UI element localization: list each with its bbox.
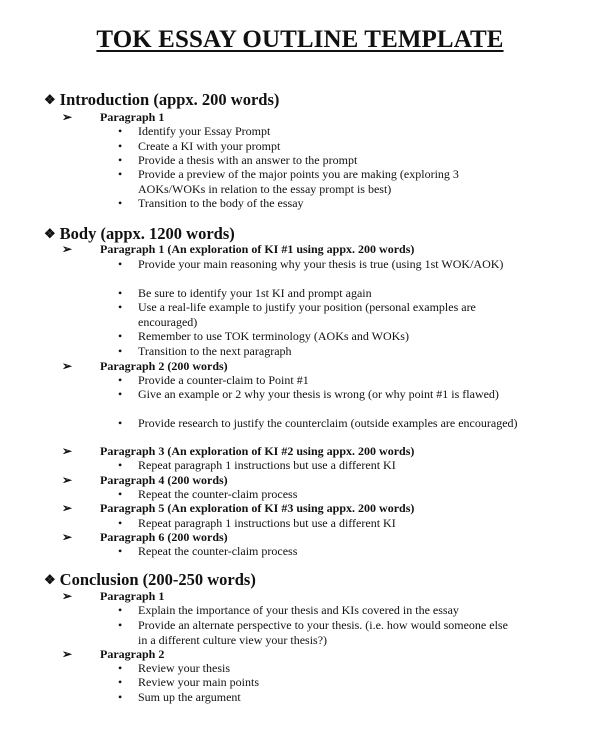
list-item: • Remember to use TOK terminology (AOKs and WOKs) <box>118 329 409 343</box>
arrow-bullet-icon: ➢ <box>62 242 73 256</box>
bullet-icon: • <box>118 167 123 181</box>
bullet-icon: • <box>118 300 123 314</box>
paragraph-label: Paragraph 4 (200 words) <box>100 473 228 487</box>
paragraph-heading <box>62 242 414 257</box>
bullet-icon: • <box>118 153 123 167</box>
list-item: • Provide a preview of the major points you are making (exploring 3 AOKs/WOKs in relation to the essay prompt is best) <box>118 167 459 196</box>
section-heading: Body (appx. 1200 words) <box>59 224 235 243</box>
paragraph-heading <box>62 647 164 662</box>
list-item: • Sum up the argument <box>118 690 241 704</box>
bullet-icon: • <box>118 487 123 501</box>
paragraph-label: Paragraph 6 (200 words) <box>100 530 228 544</box>
section-introduction <box>44 90 279 110</box>
paragraph-label: Paragraph 1 <box>100 110 165 124</box>
list-item: • Provide research to justify the counterclaim (outside examples are encouraged) <box>118 416 518 430</box>
arrow-bullet-icon: ➢ <box>62 647 73 661</box>
section-heading: Conclusion (200-250 words) <box>59 570 256 589</box>
paragraph-label: Paragraph 2 <box>100 647 165 661</box>
bullet-icon: • <box>118 458 123 472</box>
bullet-icon: • <box>118 661 123 675</box>
paragraph-label: Paragraph 3 (An exploration of KI #2 using appx. 200 words) <box>100 444 415 458</box>
list-item: • Provide your main reasoning why your thesis is true (using 1st WOK/AOK) <box>118 257 504 271</box>
list-item: • Provide an alternate perspective to your thesis. (i.e. how would someone else in a different culture view your thesis?) <box>118 618 508 647</box>
section-heading: Introduction (appx. 200 words) <box>59 90 280 109</box>
arrow-bullet-icon: ➢ <box>62 444 73 458</box>
bullet-icon: • <box>118 618 123 632</box>
diamond-bullet-icon: ❖ <box>44 226 56 241</box>
arrow-bullet-icon: ➢ <box>62 589 73 603</box>
arrow-bullet-icon: ➢ <box>62 530 73 544</box>
list-item: • Explain the importance of your thesis and KIs covered in the essay <box>118 603 459 617</box>
list-item: • Transition to the next paragraph <box>118 344 292 358</box>
paragraph-label: Paragraph 1 <box>100 589 165 603</box>
paragraph-heading <box>62 589 164 604</box>
paragraph-label: Paragraph 1 (An exploration of KI #1 using appx. 200 words) <box>100 242 415 256</box>
bullet-icon: • <box>118 373 123 387</box>
section-body <box>44 224 235 244</box>
list-item: • Repeat the counter-claim process <box>118 544 298 558</box>
bullet-icon: • <box>118 139 123 153</box>
list-item: • Use a real-life example to justify your position (personal examples are encouraged) <box>118 300 476 329</box>
list-item: • Be sure to identify your 1st KI and prompt again <box>118 286 372 300</box>
paragraph-heading <box>62 359 228 374</box>
list-item: • Give an example or 2 why your thesis is wrong (or why point #1 is flawed) <box>118 387 499 401</box>
bullet-icon: • <box>118 257 123 271</box>
list-item: • Review your main points <box>118 675 259 689</box>
arrow-bullet-icon: ➢ <box>62 110 73 124</box>
list-item: • Create a KI with your prompt <box>118 139 281 153</box>
list-item: • Provide a counter-claim to Point #1 <box>118 373 309 387</box>
bullet-icon: • <box>118 516 123 530</box>
diamond-bullet-icon: ❖ <box>44 92 56 107</box>
list-item: • Provide a thesis with an answer to the prompt <box>118 153 358 167</box>
bullet-icon: • <box>118 196 123 210</box>
bullet-icon: • <box>118 675 123 689</box>
list-item: • Identify your Essay Prompt <box>118 124 271 138</box>
page-title: TOK ESSAY OUTLINE TEMPLATE <box>96 26 504 53</box>
bullet-icon: • <box>118 416 123 430</box>
diamond-bullet-icon: ❖ <box>44 572 56 587</box>
bullet-icon: • <box>118 544 123 558</box>
paragraph-heading <box>62 473 228 488</box>
paragraph-label: Paragraph 5 (An exploration of KI #3 using appx. 200 words) <box>100 501 415 515</box>
paragraph-heading <box>62 501 414 516</box>
bullet-icon: • <box>118 690 123 704</box>
list-item: • Repeat paragraph 1 instructions but use a different KI <box>118 516 396 530</box>
bullet-icon: • <box>118 387 123 401</box>
paragraph-heading <box>62 530 228 545</box>
arrow-bullet-icon: ➢ <box>62 473 73 487</box>
list-item: • Repeat the counter-claim process <box>118 487 298 501</box>
arrow-bullet-icon: ➢ <box>62 359 73 373</box>
paragraph-label: Paragraph 2 (200 words) <box>100 359 228 373</box>
bullet-icon: • <box>118 286 123 300</box>
list-item: • Review your thesis <box>118 661 230 675</box>
bullet-icon: • <box>118 329 123 343</box>
arrow-bullet-icon: ➢ <box>62 501 73 515</box>
list-item: • Transition to the body of the essay <box>118 196 304 210</box>
section-conclusion <box>44 570 256 590</box>
bullet-icon: • <box>118 124 123 138</box>
paragraph-heading <box>62 110 164 125</box>
bullet-icon: • <box>118 344 123 358</box>
paragraph-heading <box>62 444 414 459</box>
bullet-icon: • <box>118 603 123 617</box>
list-item: • Repeat paragraph 1 instructions but use a different KI <box>118 458 396 472</box>
